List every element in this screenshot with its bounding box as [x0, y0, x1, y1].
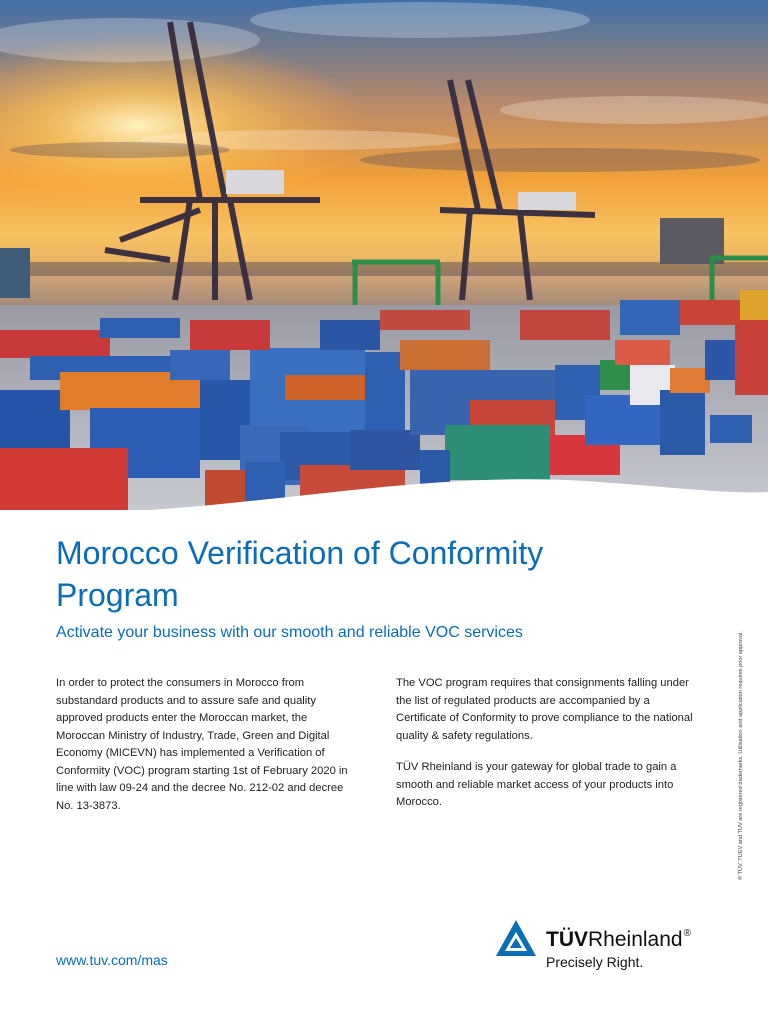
trademark-note: ® TÜV, TUEV and TUV are registered trademarks. Utilisation and application requires prior approval.: [738, 631, 744, 880]
logo-wordmark-regular: Rheinland: [588, 928, 683, 951]
website-link[interactable]: www.tuv.com/mas: [56, 952, 168, 968]
logo-slogan: Precisely Right.: [546, 954, 644, 970]
right-paragraph-2: TÜV Rheinland is your gateway for global trade to gain a smooth and reliable market access of your products into Morocco.: [396, 761, 677, 808]
left-column: [56, 675, 356, 829]
right-column: [396, 675, 696, 826]
page-title-line-2: Program: [56, 577, 179, 613]
tuv-triangle-icon: [494, 918, 538, 958]
page-title-line-1: Morocco Verification of Conformity: [56, 535, 544, 571]
right-paragraph-1: The VOC program requires that consignments falling under the list of regulated products are accompanied by a Certificate of Conformity to prove compliance to the national quality & safety regulations.: [396, 677, 693, 742]
logo-wordmark-bold: TÜV: [546, 928, 588, 951]
registered-mark: ®: [683, 928, 691, 939]
tuv-rheinland-logo: [494, 918, 724, 978]
logo-wordmark: [546, 928, 691, 952]
left-paragraph: In order to protect the consumers in Morocco from substandard products and to assure safe and quality approved products enter the Moroccan market, the Moroccan Ministry of Industry, Trade, Green and Digital Economy (MICEVN) has implemented a Verification of Conformity (VOC) program starting 1st of February 2020 in line with law 09-24 and the decree No. 212-02 and decree No. 13-3873.: [56, 677, 348, 812]
page-subtitle: Activate your business with our smooth and reliable VOC services: [56, 624, 523, 641]
page-title: [56, 532, 656, 616]
